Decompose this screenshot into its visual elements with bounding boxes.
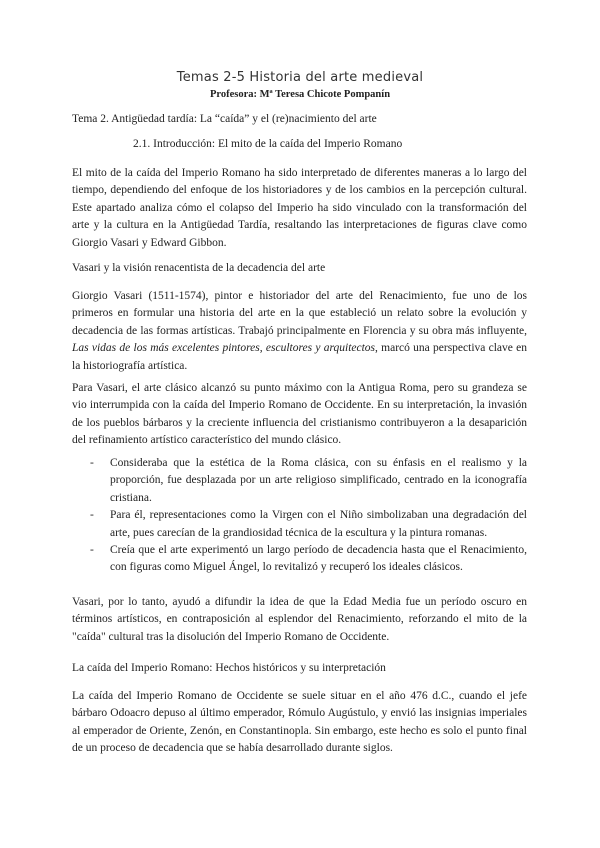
list-item — [90, 507, 527, 542]
list-item-text: Consideraba que la estética de la Roma clásica, con su énfasis en el realismo y la proporción, fue desplazada por un arte religioso simplificado, centrado en la iconografía cristiana. — [110, 457, 527, 504]
list-item-text: Creía que el arte experimentó un largo período de decadencia hasta que el Renacimiento, con figuras como Miguel Ángel, lo revitalizó y recuperó los ideales clásicos. — [110, 544, 527, 574]
list-item-text: Para él, representaciones como la Virgen con el Niño simbolizaban una degradación del arte, pues carecían de la grandiosidad técnica de la escultura y la pintura romanas. — [110, 509, 527, 539]
bullet-dash: - — [90, 509, 94, 522]
fall-heading: La caída del Imperio Romano: Hechos históricos y su interpretación — [72, 662, 386, 674]
vasari-bullet-list — [90, 455, 527, 577]
vasari-paragraph-2: Para Vasari, el arte clásico alcanzó su punto máximo con la Antigua Roma, pero su grandeza se vio interrumpida con la caída del Imperio Romano de Occidente. En su interpretación, la invasión de los pueblos bárbaros y la creciente influencia del cristianismo contribuyeron a la desaparición del refinamiento artístico característico del mundo clásico. — [72, 382, 527, 447]
topic-heading: Tema 2. Antigüedad tardía: La “caída” y el (re)nacimiento del arte — [72, 113, 377, 125]
bullet-dash: - — [90, 457, 94, 469]
fall-paragraph-1: La caída del Imperio Romano de Occidente se suele situar en el año 476 d.C., cuando el jefe bárbaro Odoacro depuso al último emperador, Rómulo Augústulo, y envió las insignias imperiales al emperador de Oriente, Zenón, en Constantinopla. Sin embargo, este hecho es solo el punto final de un proceso de decadencia que se había desarrollado durante siglos. — [72, 690, 527, 755]
subsection-heading: 2.1. Introducción: El mito de la caída del Imperio Romano — [133, 138, 403, 150]
vasari-paragraph-3: Vasari, por lo tanto, ayudó a difundir la idea de que la Edad Media fue un período oscuro en términos artísticos, en contraposición al esplendor del Renacimiento, reforzando el mito de la "caída" cultural tras la disolución del Imperio Romano de Occidente. — [72, 596, 527, 643]
vasari-heading: Vasari y la visión renacentista de la decadencia del arte — [72, 262, 326, 274]
book-title: Las vidas de los más excelentes pintores, escultores y arquitectos — [72, 342, 376, 355]
list-item — [90, 542, 527, 577]
professor-line: Profesora: Mª Teresa Chicote Pompanín — [209, 89, 391, 100]
document-title: Temas 2-5 Historia del arte medieval — [176, 70, 424, 85]
vasari-para1-text-a: Giorgio Vasari (1511-1574), pintor e historiador del arte del Renacimiento, fue uno de los primeros en formular una historia del arte en la que estableció un relato sobre la evolución y decadencia de las formas artísticas. Trabajó principalmente en Florencia y su obra más influyente, — [72, 290, 527, 337]
intro-paragraph: El mito de la caída del Imperio Romano ha sido interpretado de diferentes maneras a lo largo del tiempo, dependiendo del enfoque de los historiadores y de los cambios en la percepción cultural. Este apartado analiza cómo el colapso del Imperio ha sido vinculado con la transformación del arte y la cultura en la Antigüedad Tardía, resaltando las interpretaciones de figuras clave como Giorgio Vasari y Edward Gibbon. — [72, 167, 527, 249]
vasari-para1-text-b: , marcó una perspectiva clave en la historiografía artística. — [72, 342, 528, 372]
vasari-paragraph-1 — [72, 288, 527, 375]
list-item — [90, 455, 527, 507]
bullet-dash: - — [90, 544, 94, 557]
